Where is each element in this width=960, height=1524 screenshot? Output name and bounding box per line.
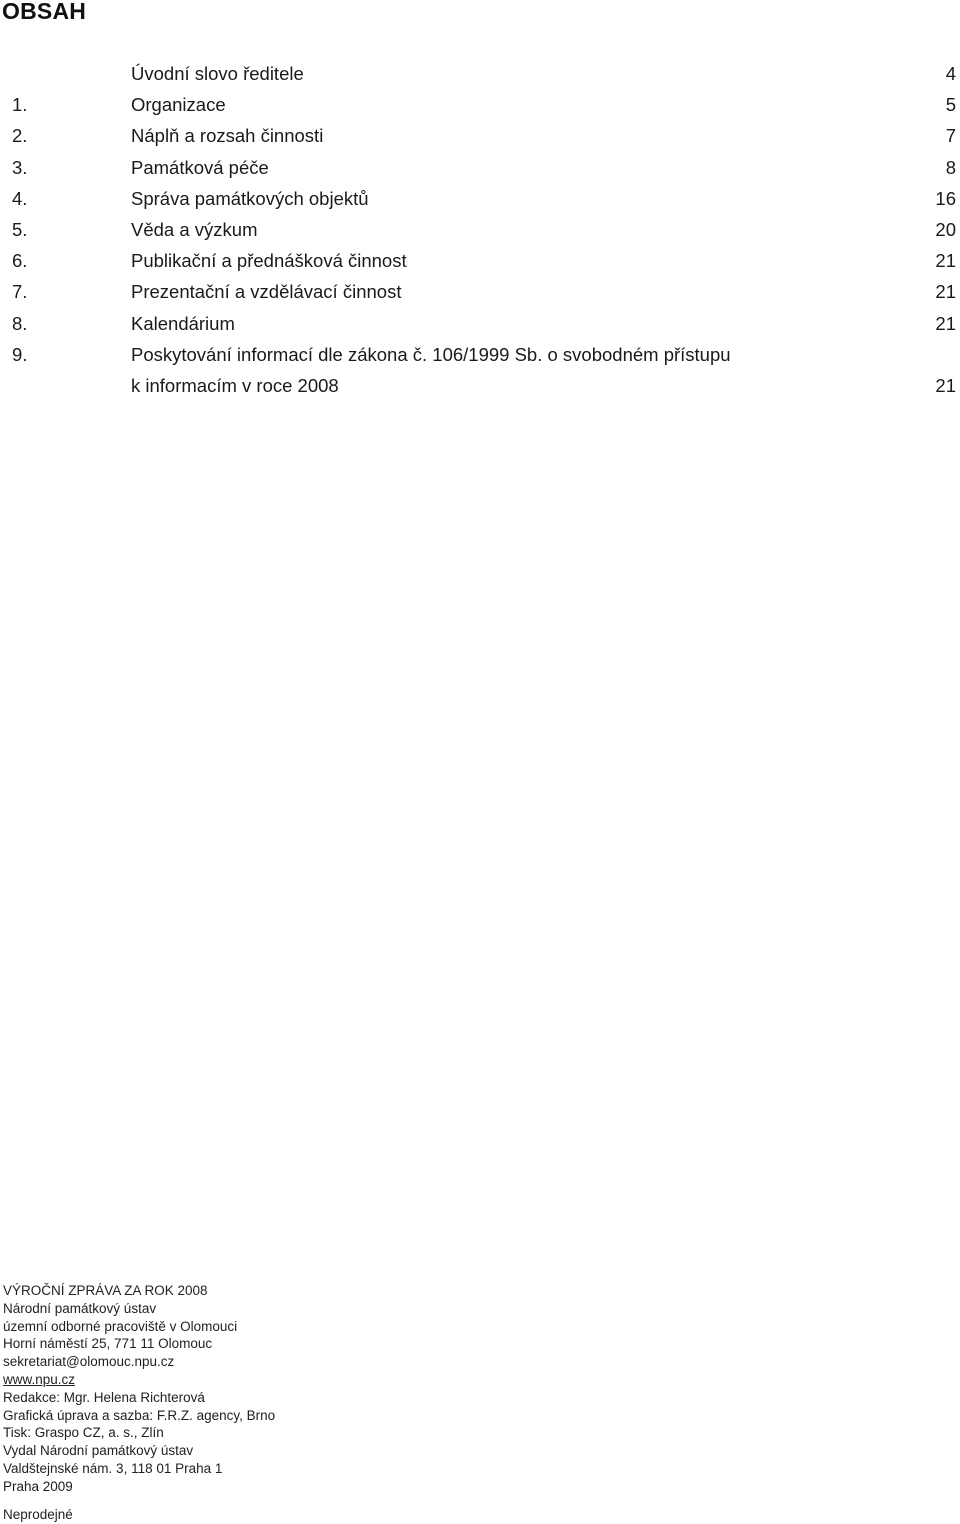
toc-entry-page: 20 <box>935 218 956 240</box>
place-year: Praha 2009 <box>3 1478 73 1494</box>
toc-entry <box>0 245 960 276</box>
toc-entry <box>0 58 960 89</box>
toc-entry-page: 16 <box>935 187 956 209</box>
toc-entry-page: 8 <box>945 156 956 178</box>
toc-entry-page: 4 <box>945 63 956 84</box>
toc-entry <box>0 152 960 183</box>
toc-entry-label: Správa památkových objektů <box>131 187 369 209</box>
design-credit: Grafická úprava a sazba: F.R.Z. agency, Brno <box>3 1407 276 1423</box>
toc-entry-number: 9. <box>12 343 28 365</box>
toc-entry-page: 21 <box>935 312 956 334</box>
publisher-address: Valdštejnské nám. 3, 118 01 Praha 1 <box>3 1460 223 1476</box>
toc-entry-page: 21 <box>935 250 956 272</box>
toc-entry-page: 5 <box>945 94 956 116</box>
toc-entry-label: Památková péče <box>131 156 269 178</box>
toc-entry <box>0 308 960 339</box>
toc-entry-number: 1. <box>12 94 28 116</box>
toc-entry-label: Organizace <box>131 94 226 116</box>
publisher-credit: Vydal Národní památkový ústav <box>3 1443 194 1459</box>
toc-entry-number: 6. <box>12 250 28 272</box>
toc-entry-label: Kalendárium <box>131 312 235 334</box>
table-of-contents <box>0 58 960 401</box>
toc-entry <box>0 276 960 307</box>
department-name: územní odborné pracoviště v Olomouci <box>3 1318 238 1334</box>
toc-entry-label: Náplň a rozsah činnosti <box>131 125 324 147</box>
toc-entry-label: k informacím v roce 2008 <box>131 374 339 396</box>
website-link[interactable]: www.npu.cz <box>3 1371 76 1387</box>
toc-entry <box>0 120 960 151</box>
toc-entry-page: 21 <box>935 281 956 303</box>
toc-entry-number: 8. <box>12 312 28 334</box>
page-title: OBSAH <box>2 0 87 24</box>
toc-entry <box>0 183 960 214</box>
colophon <box>3 1282 275 1496</box>
not-for-sale-note: Neprodejné <box>3 1507 73 1522</box>
editor-credit: Redakce: Mgr. Helena Richterová <box>3 1389 205 1405</box>
toc-entry-label: Věda a výzkum <box>131 218 258 240</box>
toc-entry-label: Publikační a přednášková činnost <box>131 250 407 272</box>
postal-address: Horní náměstí 25, 771 11 Olomouc <box>3 1336 213 1352</box>
print-credit: Tisk: Graspo CZ, a. s., Zlín <box>3 1425 164 1441</box>
toc-entry-number: 7. <box>12 281 28 303</box>
toc-entry-page: 21 <box>935 374 956 396</box>
toc-entry-number: 5. <box>12 218 28 240</box>
toc-entry <box>0 339 960 370</box>
toc-entry <box>0 89 960 120</box>
toc-entry-number: 2. <box>12 125 28 147</box>
toc-entry <box>0 214 960 245</box>
toc-entry <box>0 370 960 401</box>
toc-entry-number: 4. <box>12 187 28 209</box>
toc-entry-label: Poskytování informací dle zákona č. 106/1999 Sb. o svobodném přístupu <box>131 343 731 365</box>
toc-entry-number: 3. <box>12 156 28 178</box>
report-title: VÝROČNÍ ZPRÁVA ZA ROK 2008 <box>3 1283 208 1298</box>
email-address: sekretariat@olomouc.npu.cz <box>3 1354 175 1370</box>
toc-entry-label: Úvodní slovo ředitele <box>131 63 304 84</box>
toc-entry-label: Prezentační a vzdělávací činnost <box>131 281 402 303</box>
institution-name: Národní památkový ústav <box>3 1300 157 1316</box>
toc-entry-page: 7 <box>945 125 956 147</box>
